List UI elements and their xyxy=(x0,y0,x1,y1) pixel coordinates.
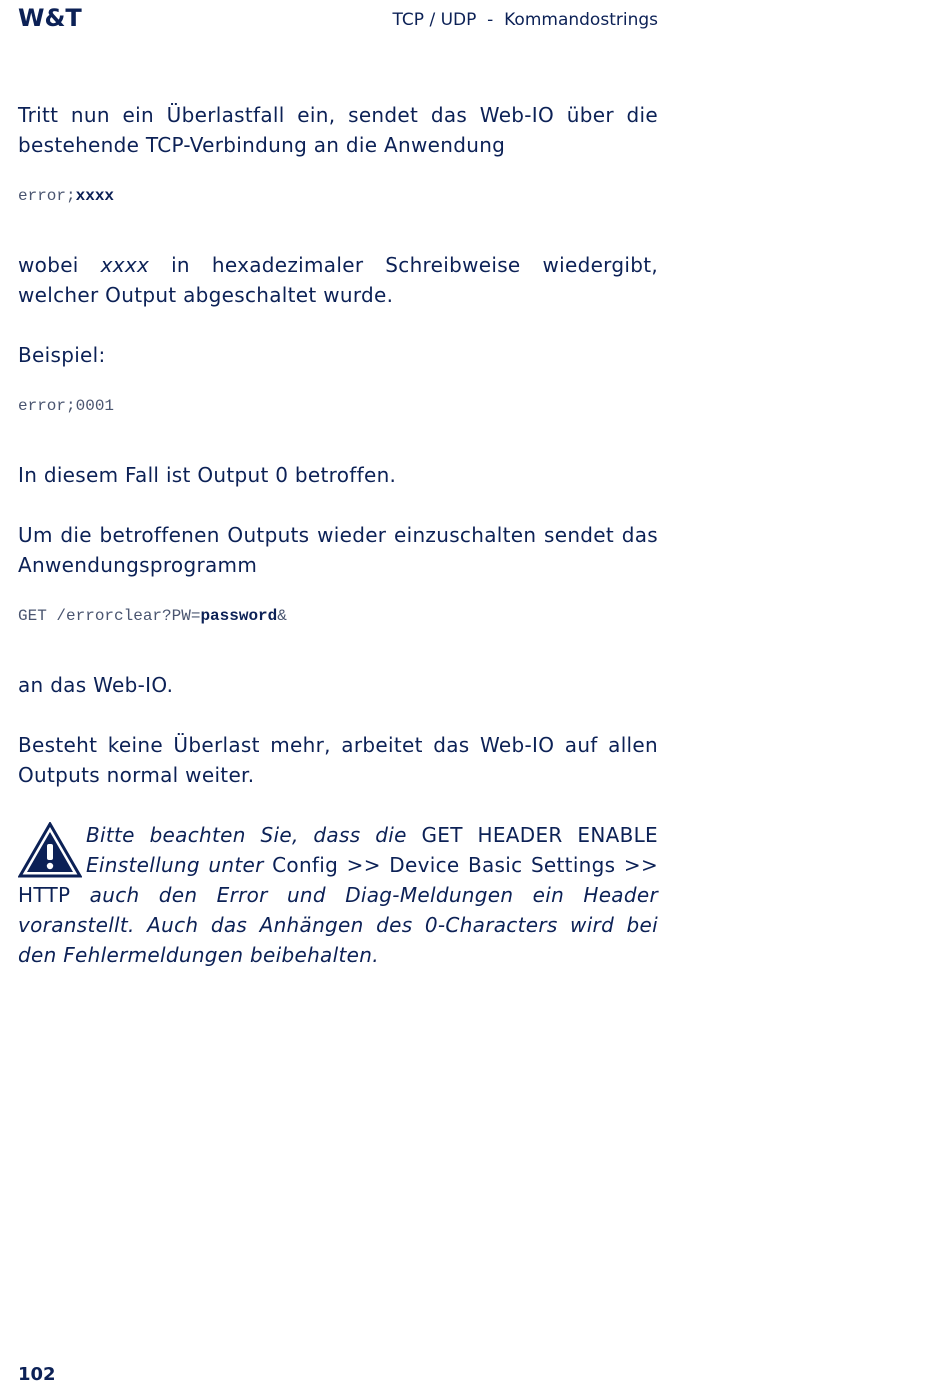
paragraph-overload: Tritt nun ein Überlastfall ein, sendet das Web-IO über die bestehende TCP-Verbindung an die Anwendung xyxy=(18,103,658,157)
warning-note xyxy=(18,820,658,970)
page-number: 102 xyxy=(18,1364,56,1385)
code-errorclear-prefix: GET /errorclear?PW= xyxy=(18,607,201,625)
warning-text-5: auch den Error und Diag-Meldungen ein Header voranstellt. Auch das Anhängen des 0-Characters wird bei den Fehlermeldungen beibehalten. xyxy=(18,883,658,967)
code-errorclear xyxy=(18,604,658,628)
code-error-template xyxy=(18,184,658,208)
hex-placeholder: xxxx xyxy=(100,253,150,277)
paragraph-to-webio: an das Web-IO. xyxy=(18,673,174,697)
code-errorclear-suffix: & xyxy=(277,607,287,625)
code-error-example: error;0001 xyxy=(18,397,115,415)
running-header-title: TCP / UDP - Kommandostrings xyxy=(392,10,658,30)
code-error-prefix: error; xyxy=(18,187,76,205)
warning-text-3: Einstellung unter xyxy=(86,853,273,877)
hex-text-after: in hexadezimaler Schreibweise wiedergibt, welcher Output abgeschaltet wurde. xyxy=(18,253,658,307)
paragraph-hex-explanation xyxy=(18,250,658,310)
warning-text-1: Bitte beachten Sie, dass die xyxy=(86,823,422,847)
warning-text-2: GET HEADER ENABLE xyxy=(421,823,658,847)
page-body xyxy=(18,100,658,970)
warning-text-4: Config >> Device Basic Settings >> HTTP xyxy=(18,853,658,907)
code-errorclear-password: password xyxy=(200,607,278,625)
hex-text-before: wobei xyxy=(18,253,101,277)
paragraph-example-label: Beispiel: xyxy=(18,343,106,367)
warning-icon xyxy=(18,822,82,878)
brand-logo: W&T xyxy=(18,4,82,32)
paragraph-output-affected: In diesem Fall ist Output 0 betroffen. xyxy=(18,463,397,487)
paragraph-no-overload: Besteht keine Überlast mehr, arbeitet das Web-IO auf allen Outputs normal weiter. xyxy=(18,733,658,787)
paragraph-reenable: Um die betroffenen Outputs wieder einzuschalten sendet das Anwendungsprogramm xyxy=(18,523,658,577)
code-error-placeholder: xxxx xyxy=(75,187,115,205)
